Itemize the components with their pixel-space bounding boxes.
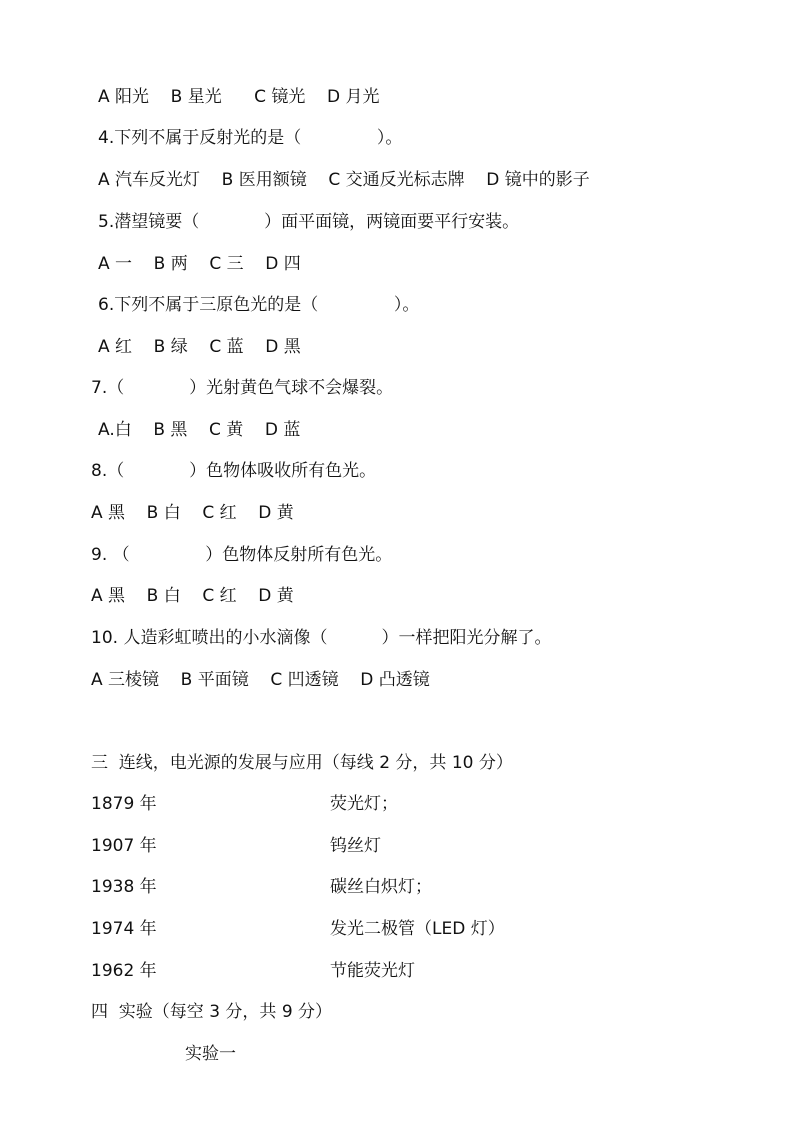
- q5-options: A 一 B 两 C 三 D 四: [98, 254, 301, 274]
- match-year: 1974 年: [91, 919, 157, 939]
- q6-stem: 6.下列不属于三原色光的是（ ）。: [98, 295, 420, 315]
- section3-title: 三 连线，电光源的发展与应用（每线 2 分，共 10 分）: [91, 753, 513, 773]
- q9-options: A 黑 B 白 C 红 D 黄: [91, 586, 294, 606]
- q10-stem: 10. 人造彩虹喷出的小水滴像（ ）一样把阳光分解了。: [91, 628, 552, 648]
- match-year: 1962 年: [91, 961, 157, 981]
- q7-options: A.白 B 黑 C 黄 D 蓝: [98, 420, 301, 440]
- q4-options: A 汽车反光灯 B 医用额镜 C 交通反光标志牌 D 镜中的影子: [98, 170, 590, 190]
- match-year: 1907 年: [91, 836, 157, 856]
- q8-stem: 8.（ ）色物体吸收所有色光。: [91, 461, 377, 481]
- q5-stem: 5.潜望镜要（ ）面平面镜，两镜面要平行安装。: [98, 212, 520, 232]
- q10-options: A 三棱镜 B 平面镜 C 凹透镜 D 凸透镜: [91, 670, 430, 690]
- match-year: 1938 年: [91, 877, 157, 897]
- q8-options: A 黑 B 白 C 红 D 黄: [91, 503, 294, 523]
- q3-options: A 阳光 B 星光 C 镜光 D 月光: [98, 87, 380, 107]
- match-year: 1879 年: [91, 794, 157, 814]
- match-item: 节能荧光灯: [330, 961, 415, 981]
- match-item: 碳丝白炽灯；: [330, 877, 432, 897]
- q4-stem: 4.下列不属于反射光的是（ ）。: [98, 128, 403, 148]
- match-item: 荧光灯；: [330, 794, 398, 814]
- q7-stem: 7.（ ）光射黄色气球不会爆裂。: [91, 378, 394, 398]
- q6-options: A 红 B 绿 C 蓝 D 黑: [98, 337, 301, 357]
- section4-title: 四 实验（每空 3 分，共 9 分）: [91, 1002, 333, 1022]
- match-item: 发光二极管（LED 灯）: [330, 919, 505, 939]
- experiment1-label: 实验一: [185, 1044, 236, 1064]
- q9-stem: 9. （ ）色物体反射所有色光。: [91, 545, 393, 565]
- match-item: 钨丝灯: [330, 836, 381, 856]
